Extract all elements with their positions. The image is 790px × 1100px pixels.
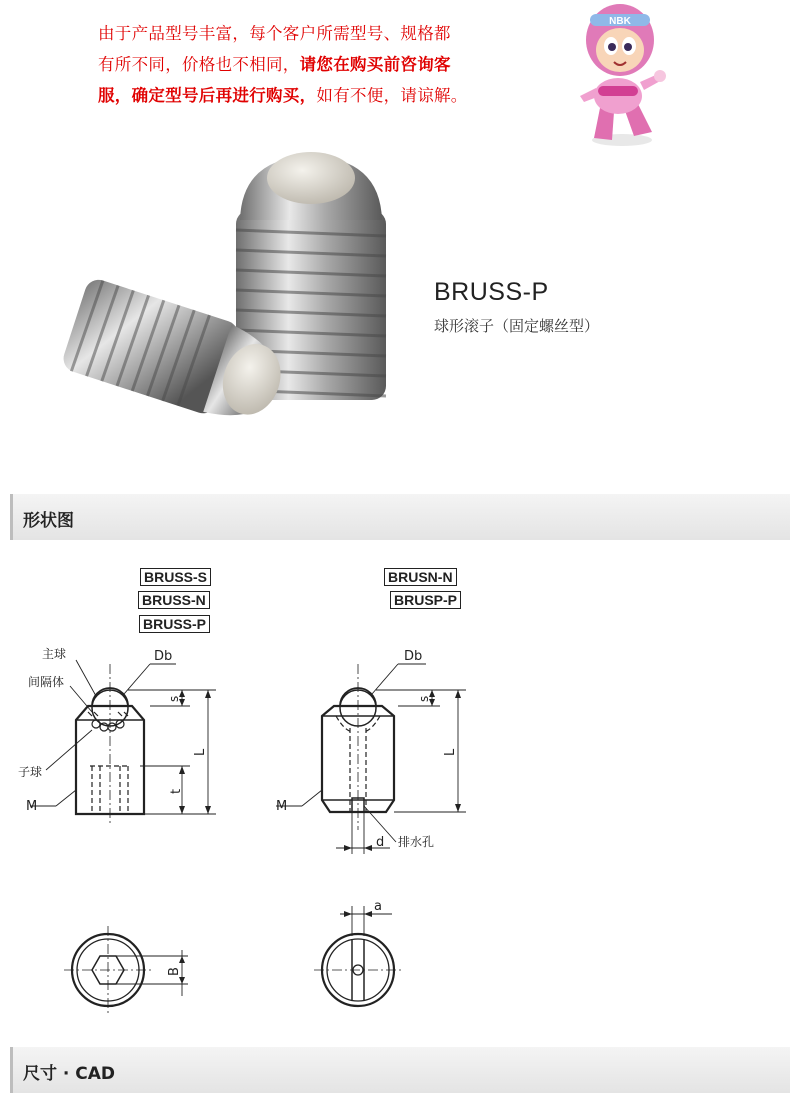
product-title: BRUSS-P xyxy=(434,278,549,306)
label-drain-hole: 排水孔 xyxy=(398,835,435,849)
label-d: d xyxy=(376,835,385,850)
model-tag: BRUSS-S xyxy=(140,568,211,586)
label-b: B xyxy=(167,967,182,976)
label-l: L xyxy=(193,748,208,756)
section-header-shape xyxy=(10,494,790,540)
label-s: s xyxy=(417,695,431,702)
right-end-view xyxy=(314,906,402,1006)
model-tag: BRUSN-N xyxy=(384,568,457,586)
product-photo xyxy=(60,150,400,450)
notice-text xyxy=(98,18,528,111)
label-l: L xyxy=(443,748,458,756)
section-title-cad: 尺寸 · CAD xyxy=(23,1064,116,1084)
notice-line-2: 有所不同，价格也不相同，请您在购买前咨询客 xyxy=(98,55,451,74)
mascot-logo: NBK xyxy=(609,16,631,27)
model-tag: BRUSS-N xyxy=(138,591,210,609)
label-main-ball: 主球 xyxy=(42,647,67,661)
model-tag: BRUSP-P xyxy=(390,591,461,609)
section-title-shape: 形状图 xyxy=(23,511,74,531)
right-side-view xyxy=(276,664,466,854)
section-header-cad xyxy=(10,1047,790,1093)
model-tag: BRUSS-P xyxy=(139,615,210,633)
label-db: Db xyxy=(154,649,173,664)
label-m: M xyxy=(26,799,38,814)
label-m: M xyxy=(276,799,288,814)
notice-line-3: 服，确定型号后再进行购买，如有不便，请谅解。 xyxy=(98,86,468,105)
label-sub-ball: 子球 xyxy=(18,765,43,779)
shape-drawing xyxy=(0,545,790,1045)
product-subtitle: 球形滚子（固定螺丝型） xyxy=(434,317,600,335)
label-t: t xyxy=(169,788,184,794)
label-spacer: 间隔体 xyxy=(28,675,65,689)
mascot-illustration xyxy=(560,0,680,150)
label-db: Db xyxy=(404,649,423,664)
notice-line-1: 由于产品型号丰富，每个客户所需型号、规格都 xyxy=(98,24,451,43)
label-s: s xyxy=(167,695,181,702)
label-a: a xyxy=(374,899,382,914)
